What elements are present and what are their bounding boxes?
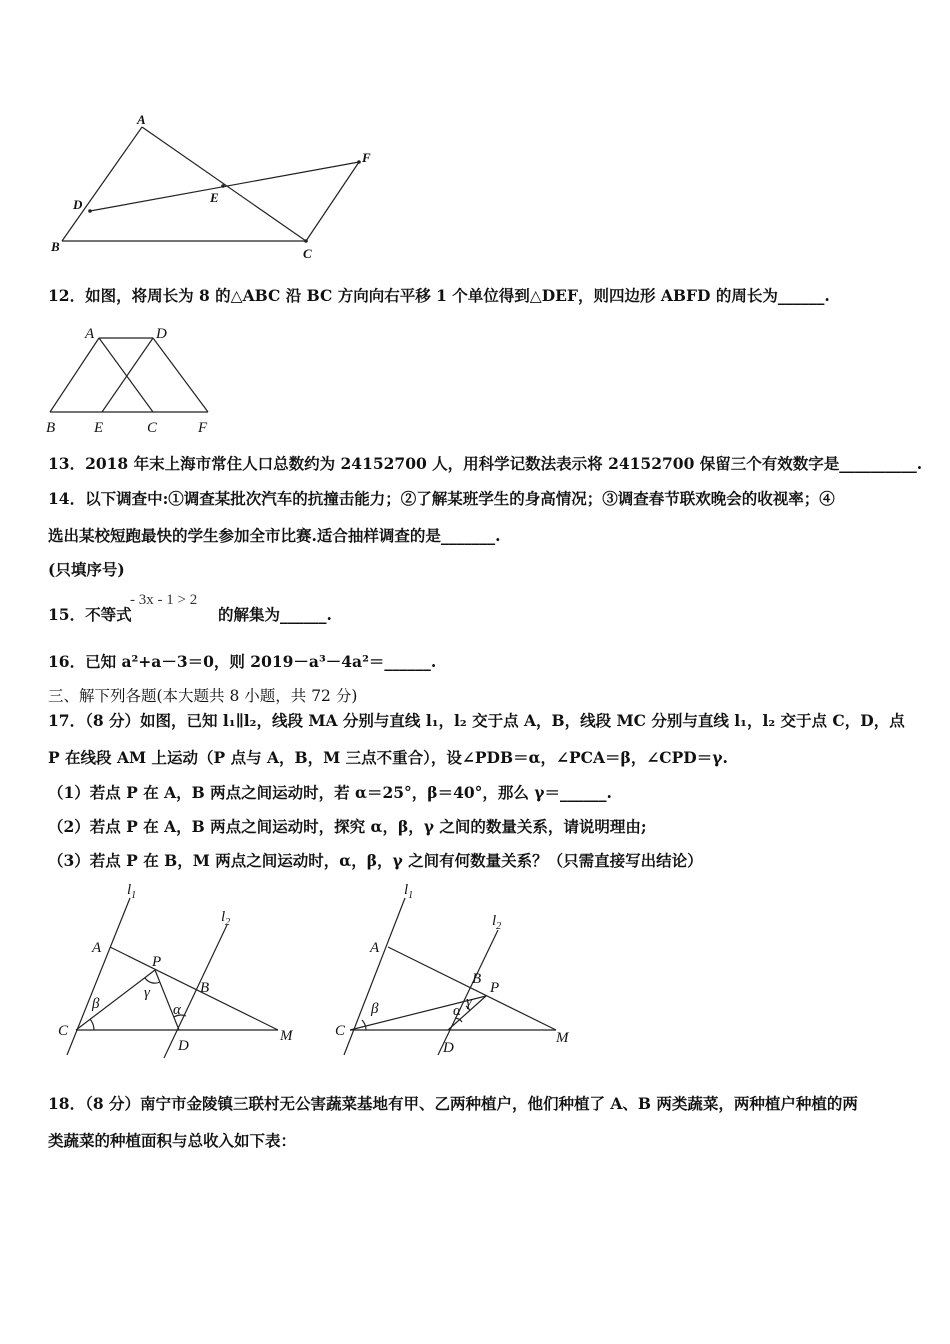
label-a: A — [85, 326, 95, 342]
question-15-suffix: 的解集为______. — [218, 605, 332, 624]
question-16-expression: a²+a－3＝0，则 2019－a³－4a²＝ — [121, 652, 385, 671]
label-m: M — [280, 1028, 293, 1044]
label-l1: $l_1$ — [127, 882, 137, 901]
label-alpha: α — [453, 1003, 461, 1019]
label-c: C — [58, 1023, 69, 1039]
question-17-part-1: （1）若点 P 在 A，B 两点之间运动时，若 α＝25°，β＝40°，那么 γ＝______. — [48, 783, 612, 802]
label-f: F — [362, 150, 371, 165]
label-alpha: α — [173, 1002, 181, 1018]
question-15-prefix: 15．不等式 — [48, 605, 132, 624]
label-c: C — [335, 1023, 346, 1039]
label-e: E — [210, 190, 219, 205]
label-d: D — [178, 1038, 189, 1054]
label-l2: $l_2$ — [221, 909, 231, 928]
label-beta: β — [92, 996, 100, 1012]
label-b: B — [46, 420, 56, 436]
figure-17-left — [52, 880, 312, 1060]
label-a: A — [370, 940, 380, 956]
label-c: C — [147, 420, 158, 436]
question-17-part-3: （3）若点 P 在 B，M 两点之间运动时，α，β，γ 之间有何数量关系？（只需直接写出结论） — [48, 851, 703, 870]
label-l2: $l_2$ — [492, 913, 502, 932]
label-b: B — [472, 971, 482, 987]
label-gamma: γ — [466, 994, 472, 1010]
label-p: P — [490, 980, 500, 996]
label-m: M — [556, 1030, 569, 1046]
label-p: P — [152, 954, 162, 970]
figure-triangle-abcf — [40, 110, 390, 265]
question-13: 13．2018 年末上海市常住人口总数约为 24152700 人，用科学记数法表示将 24152700 保留三个有效数字是__________. — [48, 454, 923, 473]
question-14-note: (只填序号) — [48, 560, 125, 579]
figure-translated-triangles — [40, 322, 230, 437]
label-c: C — [303, 246, 312, 261]
inequality-expression: - 3x - 1 > 2 — [130, 592, 198, 608]
label-a: A — [137, 112, 146, 127]
question-14-line-1: 14．以下调查中:①调查某批次汽车的抗撞击能力；②了解某班学生的身高情况；③调查春节联欢晚会的收视率；④ — [48, 489, 835, 508]
label-d: D — [156, 326, 167, 342]
label-d: D — [73, 197, 83, 212]
label-l1: $l_1$ — [404, 882, 414, 901]
question-18-line-1: 18．（8 分）南宁市金陵镇三联村无公害蔬菜基地有甲、乙两种植户，他们种植了 A、B 两类蔬菜，两种植户种植的两 — [48, 1094, 858, 1113]
label-gamma: γ — [144, 985, 150, 1001]
section-heading: 三、解下列各题(本大题共 8 小题，共 72 分) — [48, 687, 358, 705]
label-beta: β — [371, 1001, 379, 1017]
figure-17-right — [330, 880, 590, 1060]
question-14-line-2: 选出某校短跑最快的学生参加全市比赛.适合抽样调查的是_______. — [48, 526, 501, 545]
question-16 — [48, 652, 436, 672]
question-17-line-1: 17．（8 分）如图，已知 l₁∥l₂，线段 MA 分别与直线 l₁，l₂ 交于点 A，B，线段 MC 分别与直线 l₁，l₂ 交于点 C，D，点 — [48, 711, 905, 730]
question-17-line-2: P 在线段 AM 上运动（P 点与 A，B，M 三点不重合），设∠PDB＝α，∠PCA＝β，∠CPD＝γ. — [48, 748, 728, 767]
label-f: F — [198, 420, 208, 436]
label-d: D — [443, 1040, 454, 1056]
question-16-prefix: 16．已知 — [48, 652, 122, 671]
question-16-blank: ______. — [384, 652, 437, 671]
question-18-line-2: 类蔬菜的种植面积与总收入如下表： — [48, 1131, 297, 1150]
label-b: B — [200, 980, 210, 996]
question-17-part-2: （2）若点 P 在 A，B 两点之间运动时，探究 α，β，γ 之间的数量关系，请说明理由; — [48, 817, 647, 836]
label-a: A — [92, 940, 102, 956]
question-12: 12．如图，将周长为 8 的△ABC 沿 BC 方向向右平移 1 个单位得到△DEF，则四边形 ABFD 的周长为______. — [48, 286, 830, 305]
label-e: E — [94, 420, 104, 436]
label-b: B — [51, 239, 60, 254]
